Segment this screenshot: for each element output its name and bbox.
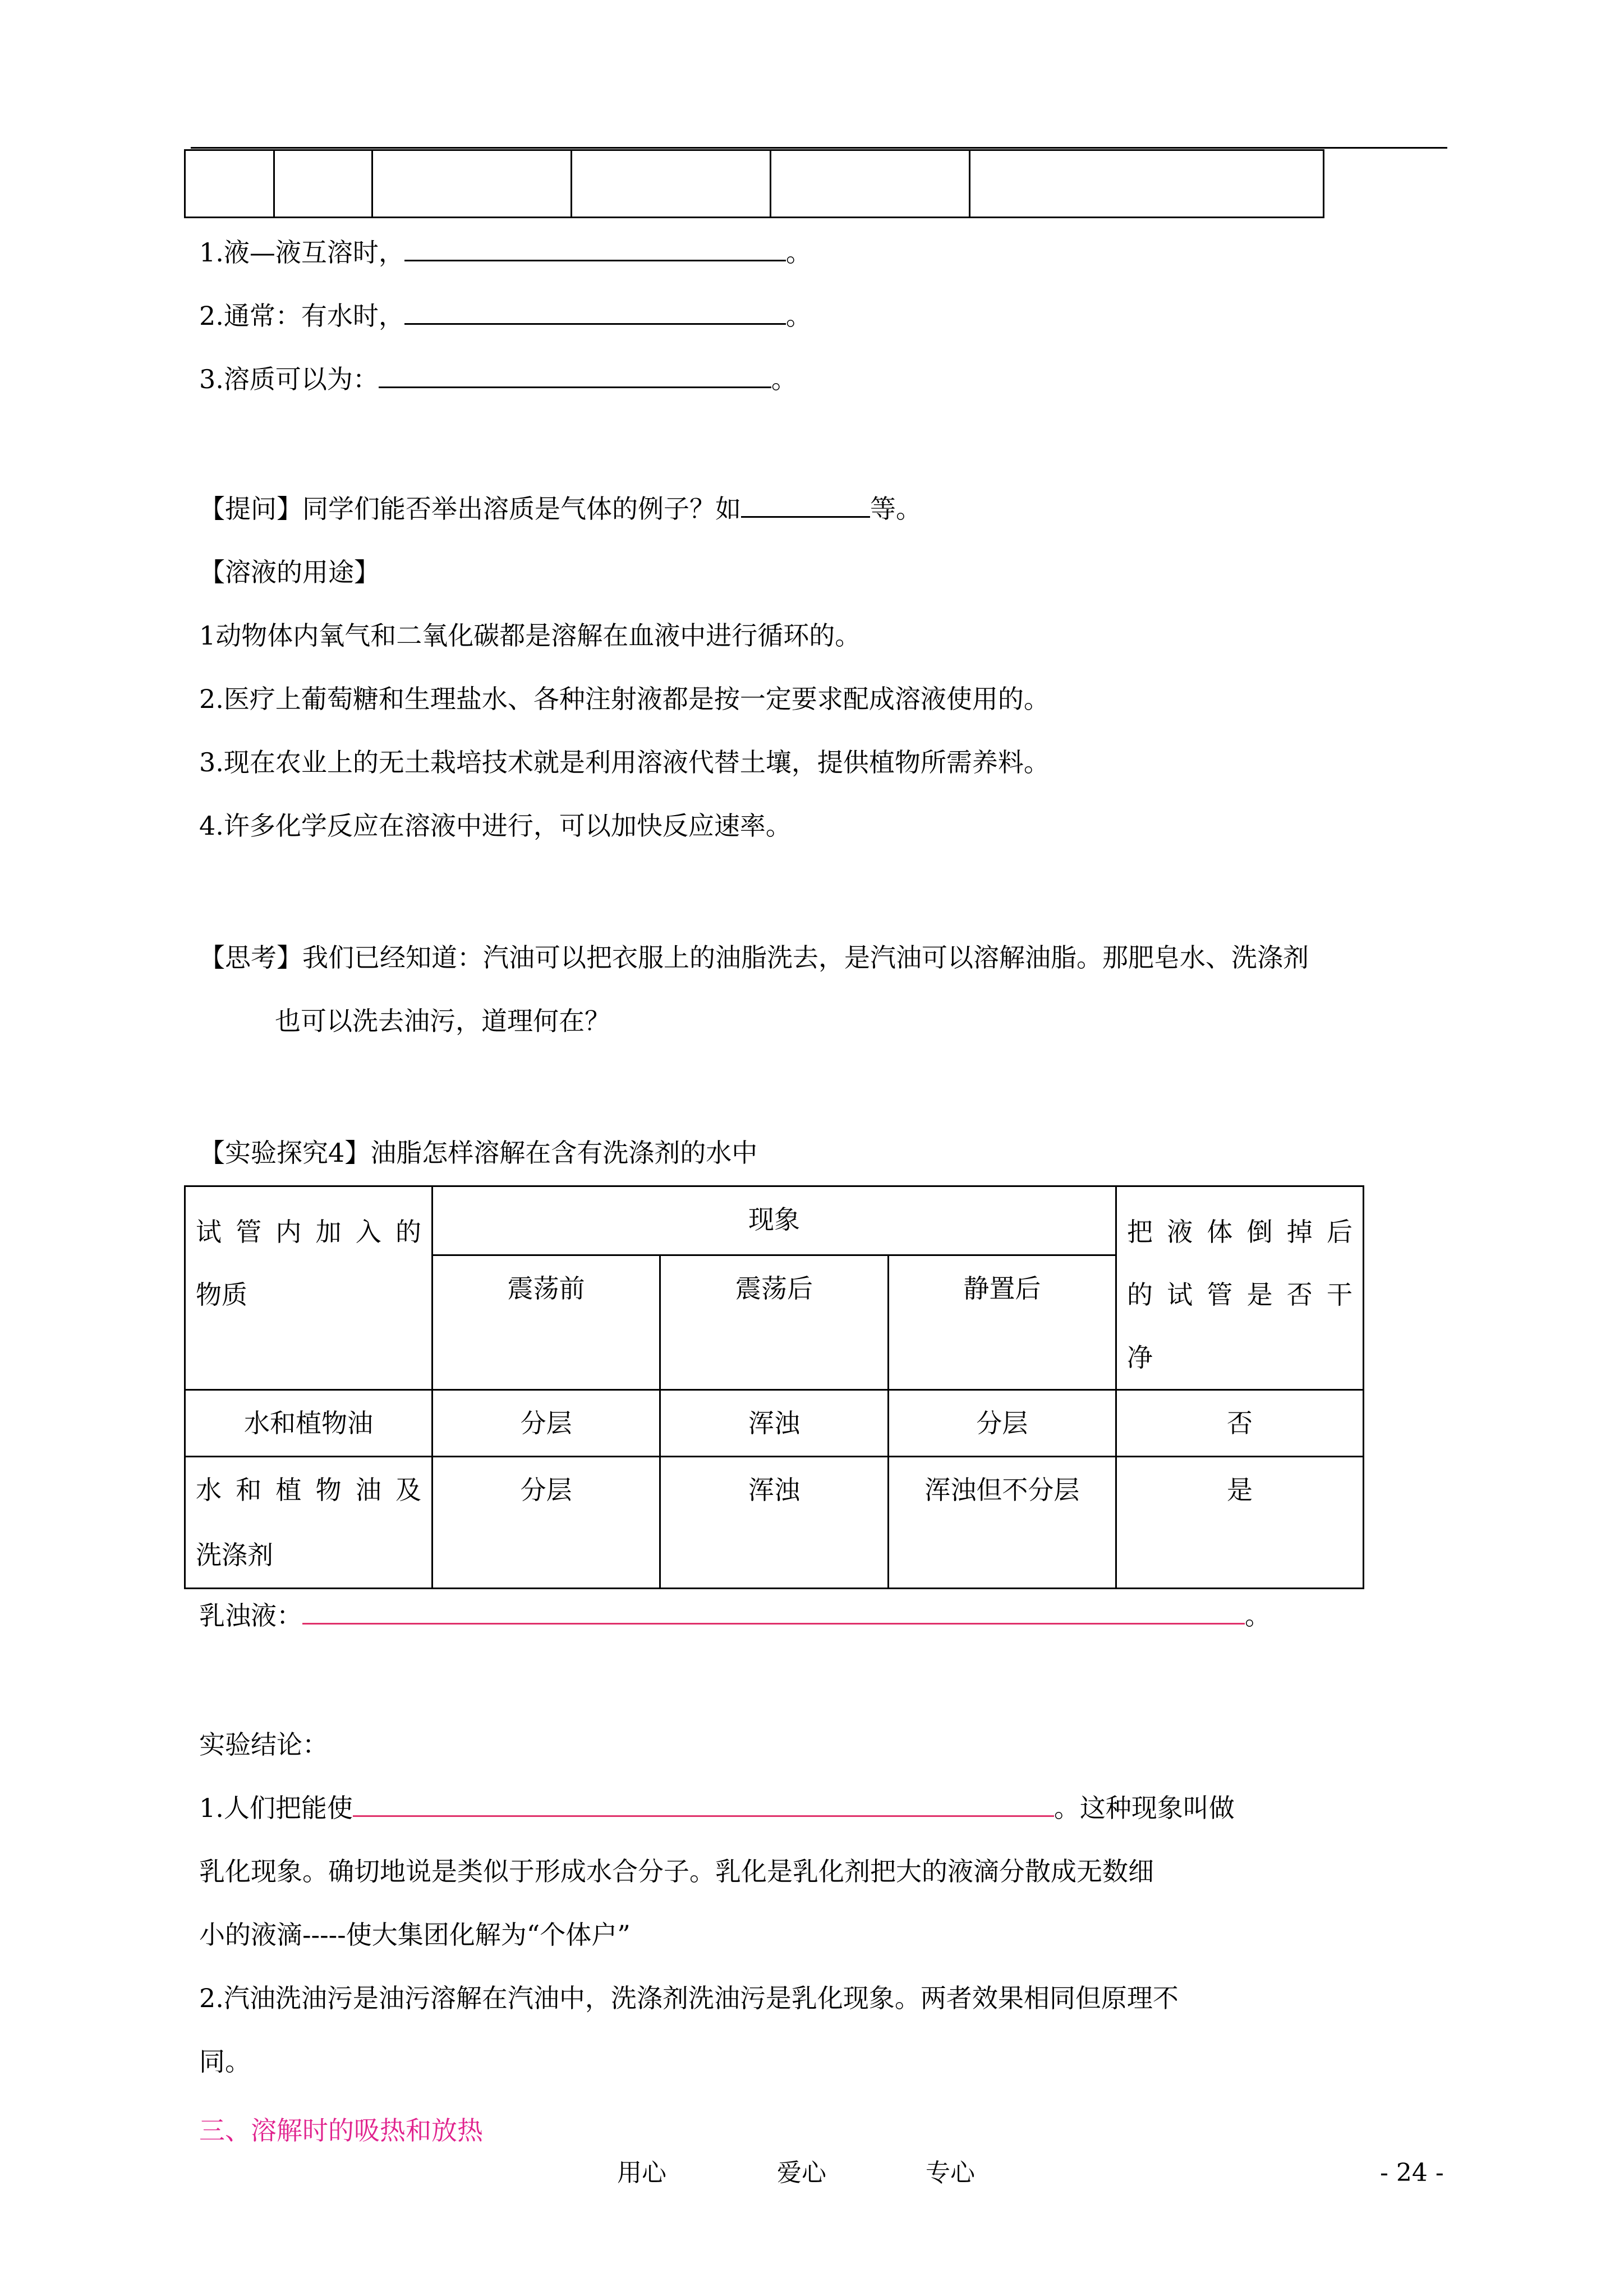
cell-after	[660, 1390, 888, 1457]
question-text: 【提问】同学们能否举出溶质是气体的例子？如	[199, 494, 741, 524]
top-table-fragment	[184, 149, 1324, 218]
conclusion-text: 。这种现象叫做	[1053, 1793, 1235, 1823]
uses-item-1: 1动物体内氧气和二氧化碳都是溶解在血液中进行循环的。	[199, 620, 861, 651]
fill-line-label: 2.通常：有水时，	[199, 301, 404, 331]
blank-field[interactable]	[379, 364, 771, 388]
cell-text: 水和植物油及	[196, 1475, 421, 1505]
header-text: 现象	[748, 1204, 800, 1235]
cell-clean	[1116, 1457, 1364, 1589]
blank-field[interactable]	[353, 1793, 1054, 1817]
cell-clean	[1116, 1390, 1364, 1457]
punct: 。	[1245, 1600, 1271, 1631]
blank-field[interactable]	[302, 1600, 1245, 1625]
cell-text: 浑浊	[748, 1475, 800, 1505]
fill-line-1	[199, 236, 812, 269]
uses-item-4: 4.许多化学反应在溶液中进行，可以加快反应速率。	[199, 811, 792, 841]
table-cell	[771, 150, 970, 218]
footer-word-1: 用心	[617, 2159, 666, 2187]
question-line	[199, 492, 922, 526]
cell-before	[433, 1390, 660, 1457]
cell-text: 否	[1227, 1408, 1253, 1438]
header-text: 把液体倒掉后	[1127, 1217, 1352, 1247]
conclusion-title: 实验结论：	[199, 1729, 328, 1760]
cell-substance	[185, 1457, 433, 1589]
header-text: 净	[1127, 1342, 1153, 1373]
cell-text: 浑浊但不分层	[924, 1475, 1080, 1505]
table-cell	[185, 150, 274, 218]
blank-field[interactable]	[404, 301, 786, 325]
cell-text: 分层	[520, 1475, 572, 1505]
header-text: 静置后	[963, 1273, 1041, 1304]
conclusion-1-line-3: 小的液滴-----使大集团化解为“个体户”	[199, 1920, 631, 1950]
table-cell	[572, 150, 771, 218]
cell-text: 浑浊	[748, 1408, 800, 1438]
punct: 。	[785, 301, 812, 331]
page-number: - 24 -	[1380, 2159, 1444, 2187]
fill-line-2	[199, 299, 812, 333]
uses-item-3: 3.现在农业上的无土栽培技术就是利用溶液代替土壤，提供植物所需养料。	[199, 747, 1050, 777]
table-cell	[372, 150, 572, 218]
cell-text: 洗涤剂	[196, 1540, 273, 1570]
fill-line-3	[199, 362, 797, 396]
table-cell	[274, 150, 372, 218]
footer-word-3: 专心	[926, 2159, 975, 2187]
header-phenomenon	[433, 1186, 1116, 1255]
conclusion-1-line-1	[199, 1791, 1235, 1825]
conclusion-text: 1.人们把能使	[199, 1793, 353, 1823]
footer-word-2: 爱心	[777, 2159, 826, 2187]
header-text: 试管内加入的	[196, 1217, 421, 1247]
blank-field[interactable]	[741, 494, 870, 518]
table-cell	[970, 150, 1324, 218]
cell-after	[660, 1457, 888, 1589]
table-row	[185, 1457, 1364, 1589]
think-line-1: 【思考】我们已经知道：汽油可以把衣服上的油脂洗去，是汽油可以溶解油脂。那肥皂水、洗涤剂	[199, 942, 1309, 973]
emulsion-label: 乳浊液：	[199, 1600, 302, 1631]
cell-rest	[888, 1390, 1116, 1457]
header-text: 震荡前	[507, 1273, 585, 1304]
header-text: 的试管是否干	[1127, 1280, 1352, 1310]
experiment-table	[184, 1185, 1364, 1589]
header-clean	[1116, 1186, 1364, 1390]
header-rule	[191, 147, 1447, 149]
fill-line-label: 3.溶质可以为：	[199, 364, 379, 394]
cell-rest	[888, 1457, 1116, 1589]
experiment-title: 【实验探究4】油脂怎样溶解在含有洗涤剂的水中	[199, 1138, 758, 1168]
section-3-heading: 三、溶解时的吸热和放热	[199, 2115, 483, 2146]
question-suffix: 等。	[870, 494, 922, 524]
cell-substance	[185, 1390, 433, 1457]
punct: 。	[785, 237, 812, 268]
emulsion-line	[199, 1599, 1271, 1632]
uses-title: 【溶液的用途】	[199, 557, 380, 587]
fill-line-label: 1.液—液互溶时，	[199, 237, 404, 268]
header-after	[660, 1255, 888, 1390]
cell-before	[433, 1457, 660, 1589]
header-text: 震荡后	[735, 1273, 813, 1304]
think-line-2: 也可以洗去油污，道理何在？	[275, 1006, 610, 1036]
cell-text: 分层	[976, 1408, 1028, 1438]
header-substance	[185, 1186, 433, 1390]
conclusion-2-line-1: 2.汽油洗油污是油污溶解在汽油中，洗涤剂洗油污是乳化现象。两者效果相同但原理不	[199, 1983, 1179, 2013]
table-row	[185, 1390, 1364, 1457]
header-rest	[888, 1255, 1116, 1390]
header-before	[433, 1255, 660, 1390]
header-text: 物质	[196, 1280, 247, 1310]
cell-text: 是	[1227, 1475, 1253, 1505]
cell-text: 水和植物油	[244, 1408, 373, 1438]
conclusion-1-line-2: 乳化现象。确切地说是类似于形成水合分子。乳化是乳化剂把大的液滴分散成无数细	[199, 1856, 1154, 1887]
punct: 。	[771, 364, 797, 394]
conclusion-2-line-2: 同。	[199, 2046, 251, 2077]
uses-item-2: 2.医疗上葡萄糖和生理盐水、各种注射液都是按一定要求配成溶液使用的。	[199, 684, 1050, 714]
blank-field[interactable]	[404, 237, 786, 261]
cell-text: 分层	[520, 1408, 572, 1438]
